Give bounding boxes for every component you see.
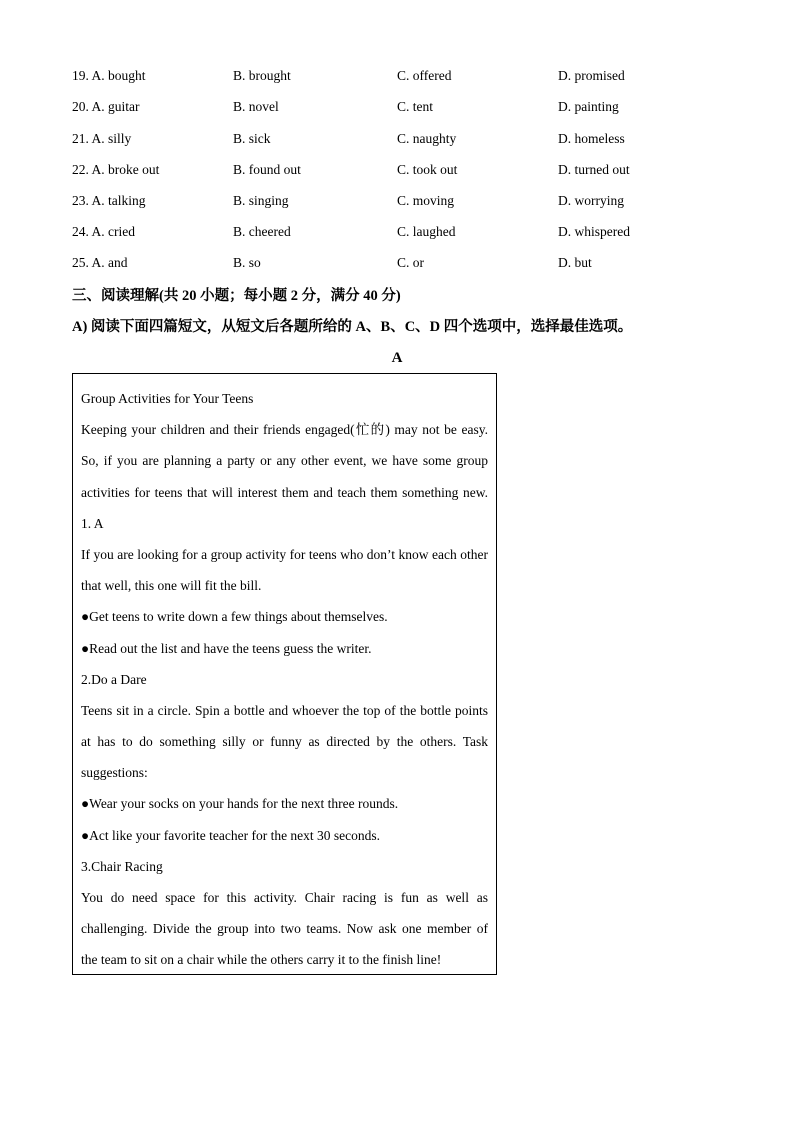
question-24-option-d: D. whispered bbox=[558, 224, 630, 239]
question-25-option-a: 25. A. and bbox=[72, 255, 128, 270]
bullet-item: ●Read out the list and have the teens guess the writer. bbox=[81, 640, 372, 656]
question-22-option-b: B. found out bbox=[233, 162, 301, 177]
question-22-option-a: 22. A. broke out bbox=[72, 162, 160, 177]
question-19-option-b: B. brought bbox=[233, 68, 291, 83]
question-19-option-a: 19. A. bought bbox=[72, 68, 146, 83]
question-21-option-d: D. homeless bbox=[558, 131, 625, 146]
passage-label: A bbox=[391, 350, 403, 366]
question-25-option-c: C. or bbox=[397, 255, 424, 270]
passage-line: activities for teens that will interest them and teach them something new. bbox=[81, 484, 488, 500]
question-24-option-a: 24. A. cried bbox=[72, 224, 135, 239]
question-20-option-a: 20. A. guitar bbox=[72, 99, 140, 114]
passage-box bbox=[72, 373, 497, 975]
passage-line: So, if you are planning a party or any other event, we have some group bbox=[81, 453, 488, 469]
question-24-option-b: B. cheered bbox=[233, 224, 291, 239]
passage-line: suggestions: bbox=[81, 765, 148, 781]
question-21-option-a: 21. A. silly bbox=[72, 131, 132, 146]
question-19-option-c: C. offered bbox=[397, 68, 452, 83]
question-25-option-b: B. so bbox=[233, 255, 261, 270]
section-heading: 三、阅读理解(共 20 小题；每小题 2 分，满分 40 分) bbox=[72, 288, 401, 304]
passage-line: that well, this one will fit the bill. bbox=[81, 578, 262, 594]
bullet-item: ●Get teens to write down a few things about themselves. bbox=[81, 609, 388, 625]
bullet-item: ●Wear your socks on your hands for the next three rounds. bbox=[81, 796, 399, 812]
question-23-option-d: D. worrying bbox=[558, 193, 624, 208]
activity-heading: 1. A bbox=[81, 515, 104, 531]
question-22-option-c: C. took out bbox=[397, 162, 458, 177]
question-25-option-d: D. but bbox=[558, 255, 592, 270]
bullet-item: ●Act like your favorite teacher for the next 30 seconds. bbox=[81, 827, 381, 843]
question-23-option-b: B. singing bbox=[233, 193, 289, 208]
question-22-option-d: D. turned out bbox=[558, 162, 630, 177]
question-23-option-c: C. moving bbox=[397, 193, 455, 208]
passage-line: challenging. Divide the group into two teams. Now ask one member of bbox=[81, 921, 488, 937]
question-21-option-b: B. sick bbox=[233, 131, 271, 146]
activity-heading: 3.Chair Racing bbox=[81, 858, 163, 874]
question-24-option-c: C. laughed bbox=[397, 224, 456, 239]
reading-instruction: A) 阅读下面四篇短文，从短文后各题所给的 A、B、C、D 四个选项中，选择最佳选项。 bbox=[72, 319, 633, 335]
passage-line: the team to sit on a chair while the others carry it to the finish line! bbox=[81, 952, 442, 968]
activity-heading: 2.Do a Dare bbox=[81, 671, 147, 687]
passage-title: Group Activities for Your Teens bbox=[81, 391, 254, 406]
passage-line: Teens sit in a circle. Spin a bottle and whoever the top of the bottle points bbox=[81, 702, 488, 718]
question-20-option-b: B. novel bbox=[233, 99, 279, 114]
question-20-option-c: C. tent bbox=[397, 99, 433, 114]
question-20-option-d: D. painting bbox=[558, 99, 619, 114]
passage-line: at has to do something silly or funny as directed by the others. Task bbox=[81, 734, 488, 750]
question-19-option-d: D. promised bbox=[558, 68, 625, 83]
question-23-option-a: 23. A. talking bbox=[72, 193, 146, 208]
passage-line: You do need space for this activity. Chair racing is fun as well as bbox=[81, 890, 488, 905]
passage-line: If you are looking for a group activity for teens who don’t know each other bbox=[81, 546, 488, 562]
passage-line: Keeping your children and their friends engaged(忙的) may not be easy. bbox=[81, 422, 488, 438]
question-21-option-c: C. naughty bbox=[397, 131, 457, 146]
